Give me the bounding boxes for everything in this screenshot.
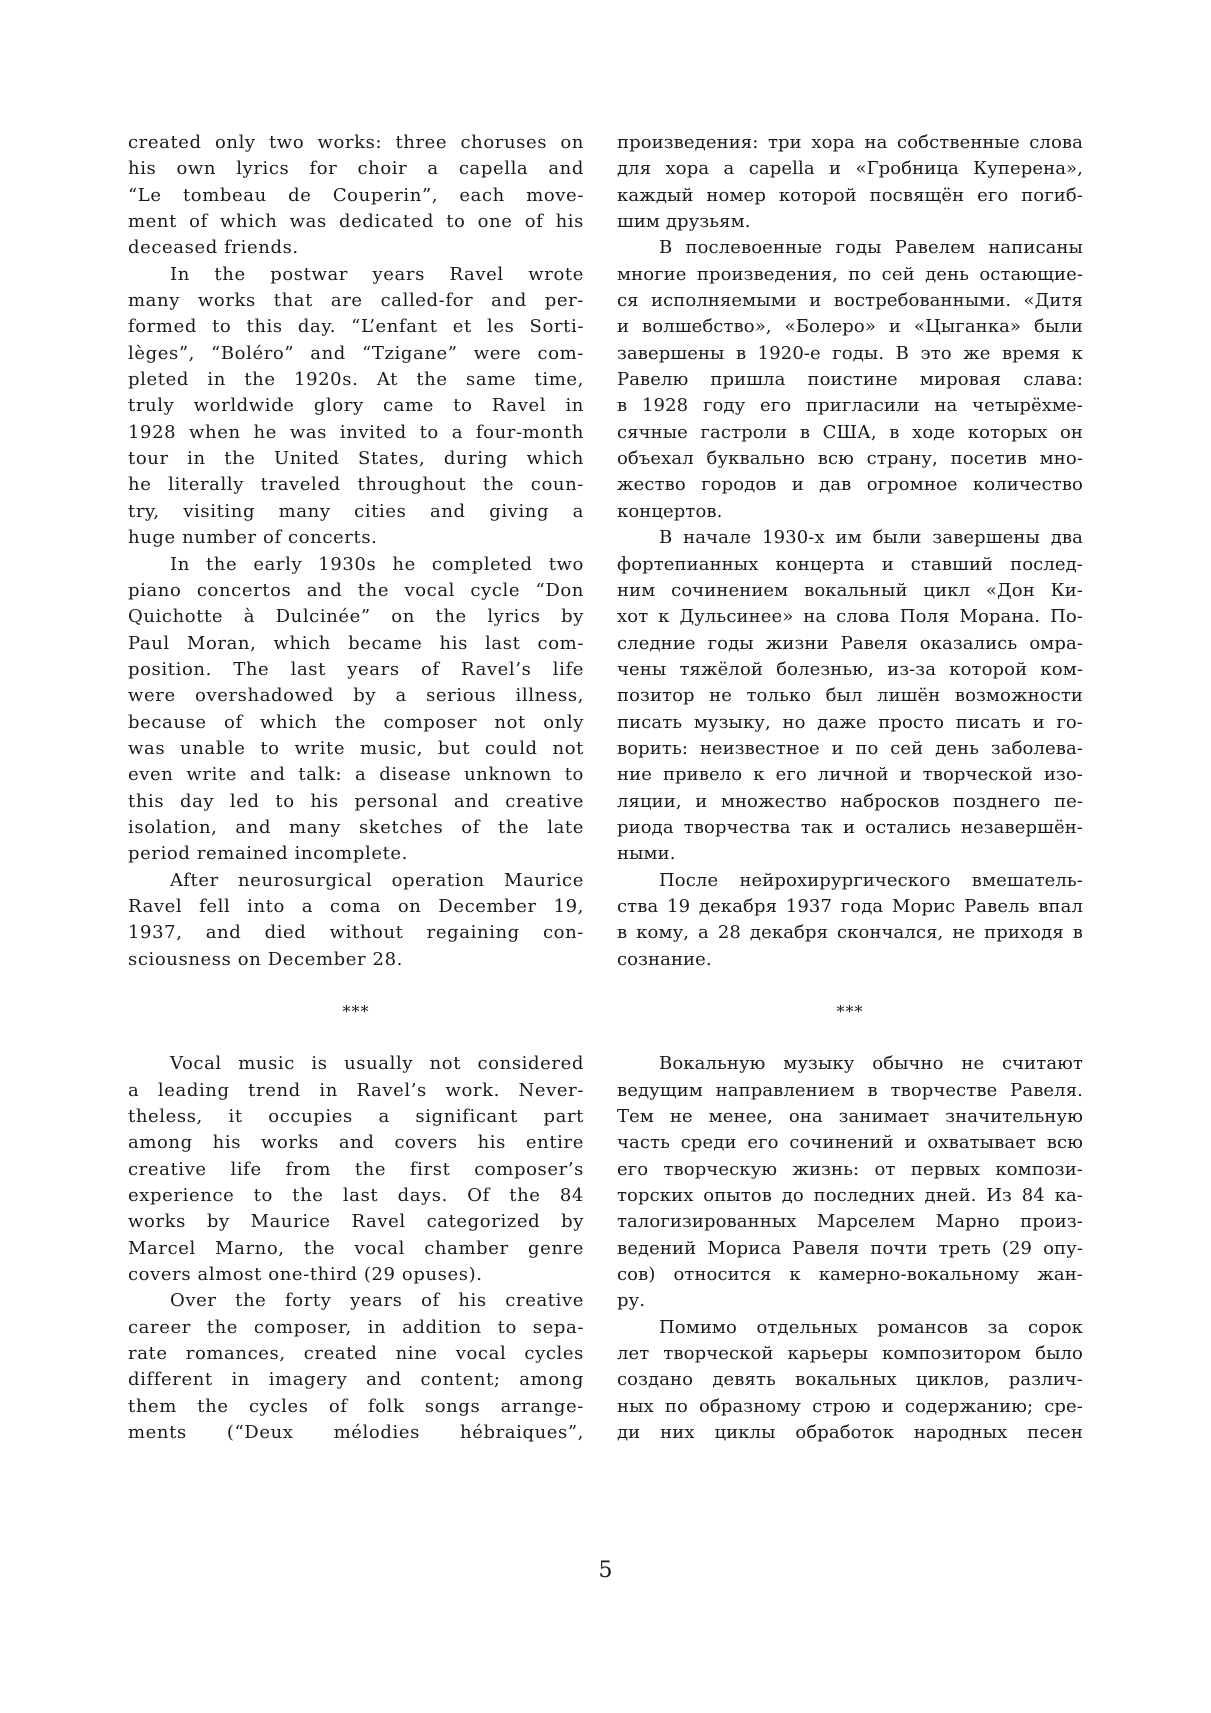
- text-line: even write and talk: a disease unknown to: [128, 764, 584, 786]
- text-line: ment of which was dedicated to one of his: [128, 211, 584, 233]
- text-line: талогизированных Марселем Марно произ-: [617, 1211, 1083, 1233]
- text-line: different in imagery and content; among: [128, 1369, 584, 1391]
- english-column: [128, 130, 584, 1447]
- text-line: риода творчества так и остались незавершён-: [617, 816, 1083, 838]
- paragraph-first-line: In the early 1930s he completed two: [170, 553, 584, 575]
- text-line: ments (“Deux mélodies hébraiques”,: [128, 1422, 584, 1444]
- text-line: 1937, and died without regaining con-: [128, 922, 584, 944]
- text-line: them the cycles of folk songs arrange-: [128, 1395, 584, 1417]
- text-line: ним сочинением вокальный цикл «Дон Ки-: [617, 579, 1083, 601]
- text-line: для хора a capella и «Гробница Куперена»,: [617, 158, 1083, 180]
- text-line: ведущим направлением в творчестве Равеля.: [617, 1079, 1083, 1101]
- english-lines-after: [128, 1051, 584, 1446]
- text-line: his own lyrics for choir a capella and: [128, 158, 584, 180]
- text-line: его творческую жизнь: от первых компози-: [617, 1158, 1083, 1180]
- text-line: лет творческой карьеры композитором было: [617, 1343, 1083, 1365]
- text-line: ляции, и множество набросков позднего пе-: [617, 790, 1083, 812]
- text-line: сячные гастроли в США, в ходе которых он: [617, 421, 1083, 443]
- text-line: хот к Дульсинее» на слова Поля Морана. По-: [617, 606, 1083, 628]
- russian-lines-after: [617, 1051, 1083, 1446]
- paragraph-first-line: После нейрохирургического вмешатель-: [659, 869, 1083, 891]
- text-line: ние привело к его личной и творческой изо-: [617, 764, 1083, 786]
- text-line: в 1928 году его пригласили на четырёхме-: [617, 395, 1083, 417]
- text-line: Paul Moran, which became his last com-: [128, 632, 584, 654]
- text-line: piano concertos and the vocal cycle “Don: [128, 579, 584, 601]
- paragraph-first-line: Помимо отдельных романсов за сорок: [659, 1316, 1083, 1338]
- paragraph-first-line: В начале 1930-х им были завершены два: [659, 527, 1083, 549]
- text-line: career the composer, in addition to sepa-: [128, 1316, 584, 1338]
- text-line: rate romances, created nine vocal cycles: [128, 1343, 584, 1365]
- text-line: Равелю пришла поистине мировая слава:: [617, 369, 1083, 391]
- text-line: formed to this day. “L’enfant et les Sorti-: [128, 316, 584, 338]
- text-line: в кому, а 28 декабря скончался, не приходя в: [617, 922, 1083, 944]
- text-line: ся исполняемыми и востребованными. «Дитя: [617, 290, 1083, 312]
- text-line: концертов.: [617, 500, 723, 522]
- text-line: was unable to write music, but could not: [128, 737, 584, 759]
- text-line: this day led to his personal and creative: [128, 790, 584, 812]
- text-line: ными.: [617, 843, 676, 865]
- russian-lines-before: [617, 130, 1083, 973]
- text-line: many works that are called-for and per-: [128, 290, 584, 312]
- text-line: creative life from the first composer’s: [128, 1158, 584, 1180]
- text-line: торских опытов до последних дней. Из 84 ка-: [617, 1185, 1083, 1207]
- text-line: 1928 when he was invited to a four-month: [128, 421, 584, 443]
- text-line: ру.: [617, 1290, 646, 1312]
- text-line: ства 19 декабря 1937 года Морис Равель впал: [617, 895, 1083, 917]
- page-number: 5: [598, 1558, 613, 1583]
- text-line: сов) относится к камерно-вокальному жан-: [617, 1264, 1083, 1286]
- text-line: tour in the United States, during which: [128, 448, 584, 470]
- text-line: experience to the last days. Of the 84: [128, 1185, 584, 1207]
- text-line: Marcel Marno, the vocal chamber genre: [128, 1237, 584, 1259]
- text-line: ворить: неизвестное и по сей день заболева-: [617, 737, 1083, 759]
- text-line: следние годы жизни Равеля оказались омра-: [617, 632, 1083, 654]
- text-line: created only two works: three choruses on: [128, 132, 584, 153]
- text-line: произведения: три хора на собственные слова: [617, 132, 1083, 153]
- text-line: ведений Мориса Равеля почти треть (29 опу-: [617, 1237, 1083, 1259]
- text-line: писать музыку, но даже просто писать и го-: [617, 711, 1083, 733]
- section-separator: ***: [836, 1002, 864, 1021]
- text-line: lèges”, “Boléro” and “Tzigane” were com-: [128, 342, 584, 364]
- text-line: truly worldwide glory came to Ravel in: [128, 395, 584, 417]
- text-line: he literally traveled throughout the coun-: [128, 474, 584, 496]
- paragraph-first-line: In the postwar years Ravel wrote: [170, 263, 584, 285]
- text-line: Quichotte à Dulcinée” on the lyrics by: [128, 606, 584, 628]
- russian-column: [617, 130, 1083, 1447]
- paragraph-first-line: After neurosurgical operation Maurice: [170, 869, 584, 891]
- text-line: Ravel fell into a coma on December 19,: [128, 895, 584, 917]
- text-line: pleted in the 1920s. At the same time,: [128, 369, 584, 391]
- text-line: because of which the composer not only: [128, 711, 584, 733]
- text-line: “Le tombeau de Couperin”, each move-: [128, 184, 584, 206]
- text-line: sciousness on December 28.: [128, 948, 403, 970]
- text-line: чены тяжёлой болезнью, из-за которой ком-: [617, 658, 1083, 680]
- text-line: многие произведения, по сей день остающие-: [617, 263, 1083, 285]
- text-line: position. The last years of Ravel’s life: [128, 658, 584, 680]
- text-line: шим друзьям.: [617, 211, 751, 233]
- paragraph-first-line: Вокальную музыку обычно не считают: [659, 1053, 1083, 1075]
- text-line: a leading trend in Ravel’s work. Never-: [128, 1079, 584, 1101]
- text-line: часть среди его сочинений и охватывает всю: [617, 1132, 1083, 1154]
- text-line: deceased friends.: [128, 237, 299, 259]
- text-line: сознание.: [617, 948, 712, 970]
- text-line: try, visiting many cities and giving a: [128, 500, 584, 522]
- text-line: among his works and covers his entire: [128, 1132, 584, 1154]
- text-line: ных по образному строю и содержанию; сре-: [617, 1395, 1083, 1417]
- text-line: позитор не только был лишён возможности: [617, 685, 1083, 707]
- text-line: жество городов и дав огромное количество: [617, 474, 1083, 496]
- text-line: завершены в 1920-е годы. В это же время к: [617, 342, 1083, 364]
- text-line: covers almost one-third (29 opuses).: [128, 1264, 483, 1286]
- english-lines-before: [128, 130, 584, 973]
- text-line: фортепианных концерта и ставший послед-: [617, 553, 1083, 575]
- text-line: объехал буквально всю страну, посетив мно-: [617, 448, 1083, 470]
- text-line: ди них циклы обработок народных песен: [617, 1422, 1083, 1444]
- paragraph-first-line: Over the forty years of his creative: [170, 1290, 584, 1312]
- text-line: Тем не менее, она занимает значительную: [617, 1106, 1083, 1128]
- text-line: period remained incomplete.: [128, 843, 408, 865]
- text-line: и волшебство», «Болеро» и «Цыганка» были: [617, 316, 1083, 338]
- text-line: каждый номер которой посвящён его погиб-: [617, 184, 1083, 206]
- text-line: were overshadowed by a serious illness,: [128, 685, 584, 707]
- text-line: theless, it occupies a significant part: [128, 1106, 584, 1128]
- section-separator: ***: [342, 1002, 370, 1021]
- text-line: isolation, and many sketches of the late: [128, 816, 584, 838]
- paragraph-first-line: В послевоенные годы Равелем написаны: [659, 237, 1083, 259]
- paragraph-first-line: Vocal music is usually not considered: [170, 1053, 584, 1075]
- text-line: создано девять вокальных циклов, различ-: [617, 1369, 1083, 1391]
- text-line: huge number of concerts.: [128, 527, 378, 549]
- text-line: works by Maurice Ravel categorized by: [128, 1211, 584, 1233]
